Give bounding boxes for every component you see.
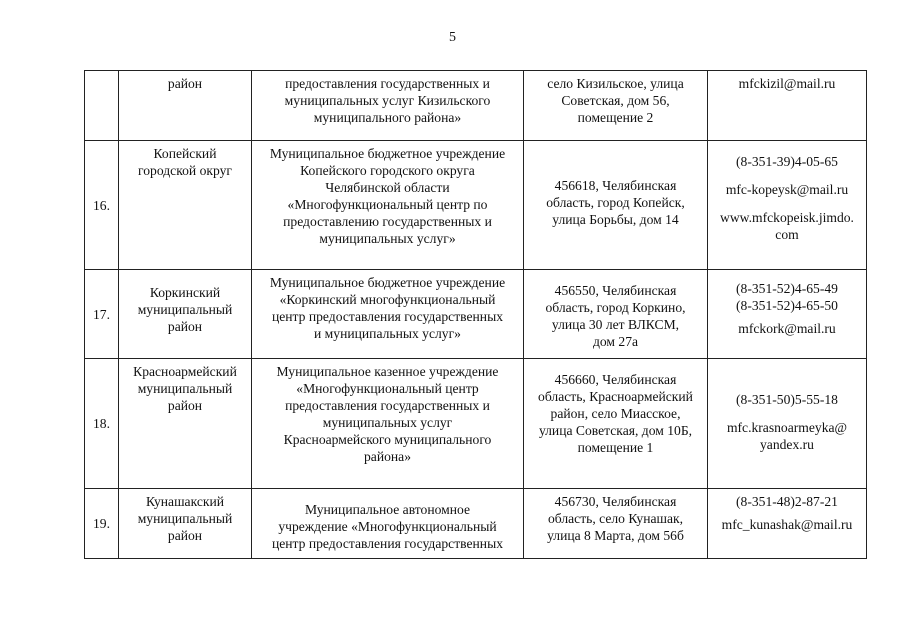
address-line: улица 8 Марта, дом 56б — [547, 528, 684, 543]
address-line: область, Красноармейский — [538, 389, 693, 404]
contacts-cell — [708, 359, 867, 489]
organization-line: учреждение «Многофункциональный — [278, 519, 497, 534]
address-line: 456660, Челябинская — [554, 372, 677, 387]
phone-number: (8-351-52)4-65-49 — [736, 281, 838, 296]
address-cell — [524, 71, 708, 141]
mfc-table — [84, 70, 867, 559]
email-link[interactable]: mfc_kunashak@mail.ru — [721, 517, 853, 532]
address-line: село Кизильское, улица — [547, 76, 684, 91]
address-line: помещение 1 — [577, 440, 654, 455]
district-line: район — [167, 319, 203, 334]
table-row — [85, 359, 867, 489]
row-number: 18. — [85, 359, 119, 489]
phone-number: (8-351-48)2-87-21 — [736, 494, 838, 509]
table-row — [85, 270, 867, 359]
district-line: Кунашакский — [145, 494, 225, 509]
organization-cell — [252, 141, 524, 270]
organization-line: муниципальных услуг — [322, 415, 453, 430]
organization-line: муниципальных услуг Кизильского — [284, 93, 491, 108]
table-row — [85, 71, 867, 141]
table-row — [85, 489, 867, 559]
email-link[interactable]: yandex.ru — [760, 437, 814, 452]
phone-number: (8-351-50)5-55-18 — [736, 392, 838, 407]
organization-line: Муниципальное бюджетное учреждение — [269, 275, 506, 290]
organization-line: центр предоставления государственных — [271, 309, 504, 324]
district-line: муниципальный — [137, 381, 233, 396]
address-line: улица 30 лет ВЛКСМ, — [551, 317, 680, 332]
address-line: область, село Кунашак, — [547, 511, 684, 526]
district-line: муниципальный — [137, 511, 233, 526]
address-line: область, город Копейск, — [546, 195, 685, 210]
organization-line: центр предоставления государственных — [271, 536, 504, 551]
district-line: район — [167, 528, 203, 543]
organization-line: «Коркинский многофункциональный — [279, 292, 496, 307]
row-number — [85, 71, 119, 141]
address-line: улица Борьбы, дом 14 — [552, 212, 679, 227]
website-link[interactable]: www.mfckopeisk.jimdo. — [720, 210, 854, 225]
row-number: 19. — [85, 489, 119, 559]
address-line: помещение 2 — [577, 110, 654, 125]
organization-line: Муниципальное бюджетное учреждение — [269, 146, 506, 161]
address-line: 456550, Челябинская — [554, 283, 677, 298]
organization-cell — [252, 359, 524, 489]
district-line: городской округ — [138, 163, 232, 178]
page-number: 5 — [449, 30, 456, 45]
email-link[interactable]: mfc.krasnoarmeyka@ — [726, 420, 848, 435]
organization-line: Красноармейского муниципального — [283, 432, 492, 447]
address-line: область, город Коркино, — [545, 300, 686, 315]
address-cell — [524, 359, 708, 489]
organization-cell — [252, 71, 524, 141]
contacts-cell — [708, 141, 867, 270]
table-row — [85, 141, 867, 270]
organization-line: и муниципальных услуг» — [314, 326, 461, 341]
organization-line: предоставлению государственных и — [283, 214, 492, 229]
address-cell — [524, 270, 708, 359]
district-cell — [119, 489, 252, 559]
organization-line: предоставления государственных и — [285, 76, 490, 91]
phone-number: (8-351-52)4-65-50 — [736, 298, 838, 313]
organization-line: Муниципальное казенное учреждение — [276, 364, 499, 379]
district-line: Копейский — [153, 146, 217, 161]
district-line: муниципальный — [137, 302, 233, 317]
address-cell — [524, 141, 708, 270]
contacts-cell — [708, 489, 867, 559]
organization-line: предоставления государственных и — [285, 398, 490, 413]
organization-line: Челябинской области — [325, 180, 450, 195]
email-link[interactable]: mfckork@mail.ru — [738, 321, 836, 336]
district-line: Красноармейский — [133, 364, 237, 379]
organization-line: района» — [363, 449, 411, 464]
address-line: дом 27а — [592, 334, 639, 349]
organization-line: муниципальных услуг» — [319, 231, 456, 246]
organization-line: «Многофункциональный центр — [296, 381, 479, 396]
address-line: район, село Миасское, — [550, 406, 681, 421]
address-line: улица Советская, дом 10Б, — [538, 423, 693, 438]
district-cell — [119, 359, 252, 489]
organization-line: Муниципальное автономное — [304, 502, 471, 517]
district-line: Коркинский — [149, 285, 221, 300]
organization-line: «Многофункциональный центр по — [287, 197, 488, 212]
district-line: район — [167, 76, 203, 91]
organization-line: Копейского городского округа — [300, 163, 475, 178]
address-line: 456618, Челябинская — [554, 178, 677, 193]
district-cell — [119, 270, 252, 359]
row-number: 16. — [85, 141, 119, 270]
website-link[interactable]: com — [775, 227, 799, 242]
contacts-cell — [708, 71, 867, 141]
email-link[interactable]: mfckizil@mail.ru — [738, 76, 836, 91]
address-cell — [524, 489, 708, 559]
contacts-cell — [708, 270, 867, 359]
organization-line: муниципального района» — [313, 110, 462, 125]
row-number: 17. — [85, 270, 119, 359]
district-line: район — [167, 398, 203, 413]
phone-number: (8-351-39)4-05-65 — [736, 154, 838, 169]
address-line: 456730, Челябинская — [554, 494, 677, 509]
district-cell — [119, 71, 252, 141]
organization-cell — [252, 489, 524, 559]
district-cell — [119, 141, 252, 270]
organization-cell — [252, 270, 524, 359]
address-line: Советская, дом 56, — [561, 93, 670, 108]
email-link[interactable]: mfc-kopeysk@mail.ru — [725, 182, 849, 197]
